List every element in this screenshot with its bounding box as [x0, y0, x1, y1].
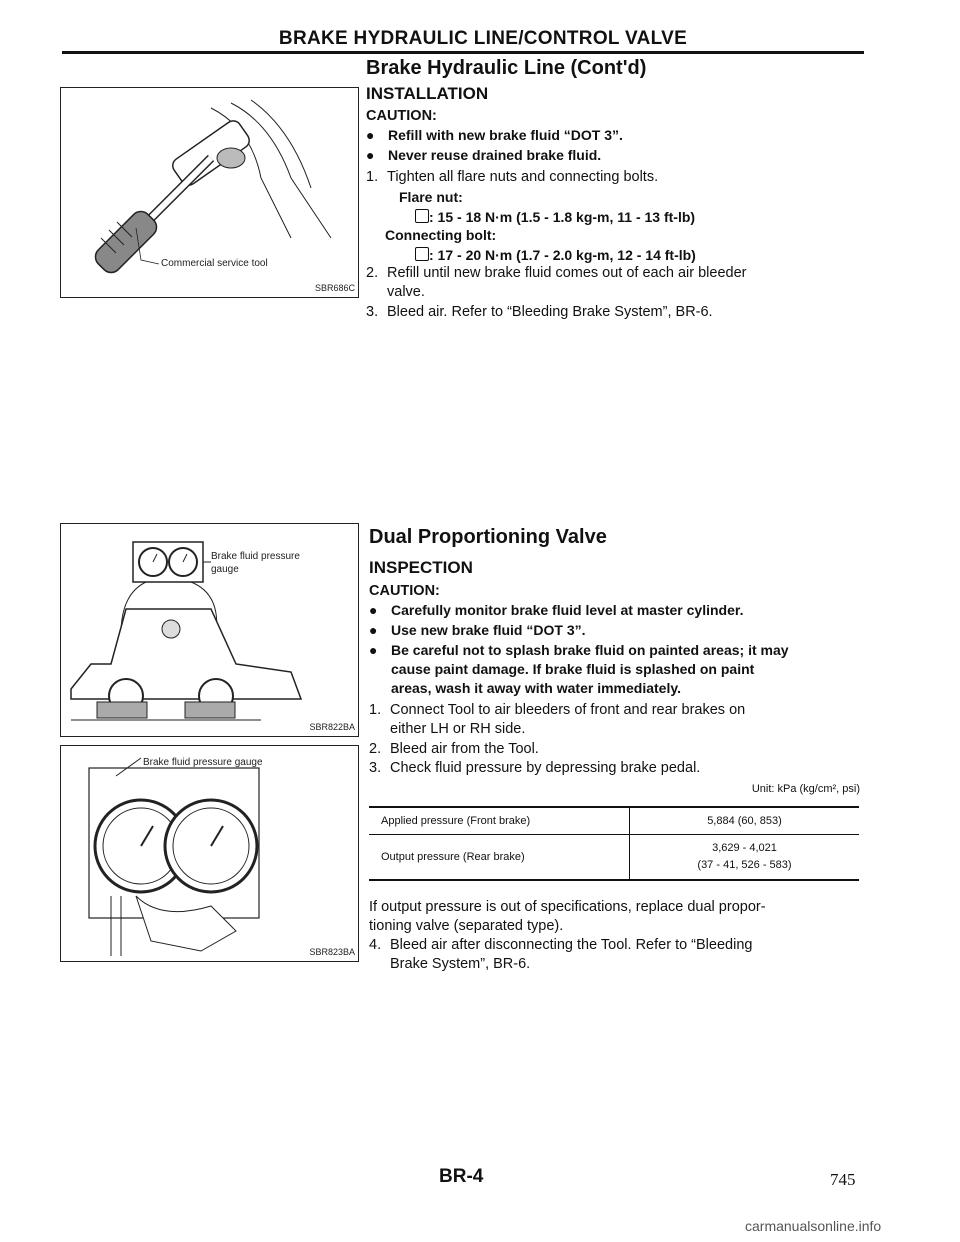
fig3-label: Brake fluid pressure gauge: [143, 757, 263, 768]
section2-step-4-text: Bleed air after disconnecting the Tool. Refer to “Bleeding: [390, 937, 753, 953]
section1-caution: CAUTION:: [366, 108, 437, 124]
section1-step-3-num: 3.: [366, 304, 379, 320]
section1-title: Brake Hydraulic Line (Cont'd): [366, 57, 647, 79]
section1-bullet-1: ● Refill with new brake fluid “DOT 3”.: [366, 127, 623, 143]
after-table-text-1: If output pressure is out of specifications, replace dual propor-: [369, 899, 766, 915]
section1-step-2-text: Refill until new brake fluid comes out of each air bleeder: [387, 265, 747, 281]
pressure-gauge-illustration: [61, 746, 358, 961]
section2-bullet-3: ● Be careful not to splash brake fluid on painted areas; it may: [369, 642, 789, 658]
pressure-spec-table: [369, 806, 859, 881]
page-number: 745: [830, 1170, 856, 1189]
connecting-bolt-spec: : 17 - 20 N·m (1.7 - 2.0 kg-m, 12 - 14 ft-lb): [415, 246, 696, 265]
section1-bullet-2: ● Never reuse drained brake fluid.: [366, 147, 602, 163]
section2-step-3-text: Check fluid pressure by depressing brake pedal.: [390, 760, 701, 776]
figure-pressure-gauge: [60, 745, 359, 962]
table-row: [369, 835, 859, 879]
table-cell-value-2: (37 - 41, 526 - 583): [697, 859, 792, 871]
table-cell-value-1: 3,629 - 4,021: [712, 842, 777, 854]
page-header-title: BRAKE HYDRAULIC LINE/CONTROL VALVE: [278, 28, 688, 49]
fig2-label-2: gauge: [211, 564, 239, 575]
fig2-code: SBR822BA: [309, 722, 355, 732]
watermark: carmanualsonline.info: [745, 1218, 882, 1234]
torque-icon: [415, 209, 429, 223]
figure-service-tool: [60, 87, 359, 298]
table-bottom-rule: [369, 879, 859, 881]
flare-nut-spec: : 15 - 18 N·m (1.5 - 1.8 kg-m, 11 - 13 ft-lb): [415, 208, 695, 227]
fig1-code: SBR686C: [314, 283, 355, 293]
section2-step-4-cont: Brake System”, BR-6.: [390, 956, 531, 972]
fig2-label-1: Brake fluid pressure: [211, 551, 300, 562]
section2-bullet-2: ● Use new brake fluid “DOT 3”.: [369, 622, 586, 638]
fig1-label: Commercial service tool: [161, 258, 268, 269]
header-rule: [62, 51, 864, 54]
after-table-text-2: tioning valve (separated type).: [369, 918, 564, 934]
flare-nut-label: Flare nut:: [399, 189, 463, 205]
figure-gauge-car: [60, 523, 359, 737]
section2-bullet-3-cont-1: cause paint damage. If brake fluid is splashed on paint: [391, 661, 755, 677]
section2-step-3-num: 3.: [369, 760, 382, 776]
table-cell-label: Applied pressure (Front brake): [369, 808, 630, 834]
car-gauge-illustration: [61, 524, 358, 736]
table-cell-value: [630, 840, 859, 874]
section1-subtitle: INSTALLATION: [366, 84, 489, 103]
section2-bullet-3-cont-2: areas, wash it away with water immediately.: [391, 680, 681, 696]
unit-note: Unit: kPa (kg/cm², psi): [751, 783, 860, 795]
section1-step-1-text: Tighten all flare nuts and connecting bolts.: [387, 169, 659, 185]
section2-caution: CAUTION:: [369, 583, 440, 599]
section2-bullet-1: ● Carefully monitor brake fluid level at master cylinder.: [369, 602, 744, 618]
section1-step-3-text: Bleed air. Refer to “Bleeding Brake System”, BR-6.: [387, 304, 713, 320]
section2-step-1-num: 1.: [369, 702, 382, 718]
table-cell-label: Output pressure (Rear brake): [369, 835, 630, 879]
section2-subtitle: INSPECTION: [369, 558, 473, 577]
torque-icon: [415, 247, 429, 261]
section1-step-2-num: 2.: [366, 265, 379, 281]
section2-step-1-cont: either LH or RH side.: [390, 721, 526, 737]
connecting-bolt-label: Connecting bolt:: [385, 227, 497, 243]
page-code: BR-4: [439, 1166, 484, 1187]
section2-step-2-text: Bleed air from the Tool.: [390, 741, 539, 757]
table-row: [369, 808, 859, 834]
section2-step-1-text: Connect Tool to air bleeders of front and rear brakes on: [390, 702, 746, 718]
section1-step-2-cont: valve.: [387, 284, 425, 300]
section2-title: Dual Proportioning Valve: [369, 526, 607, 548]
section2-step-2-num: 2.: [369, 741, 382, 757]
section2-step-4-num: 4.: [369, 937, 382, 953]
section1-step-1: 1.: [366, 169, 379, 185]
fig3-code: SBR823BA: [309, 947, 355, 957]
table-cell-value: 5,884 (60, 853): [707, 815, 782, 827]
